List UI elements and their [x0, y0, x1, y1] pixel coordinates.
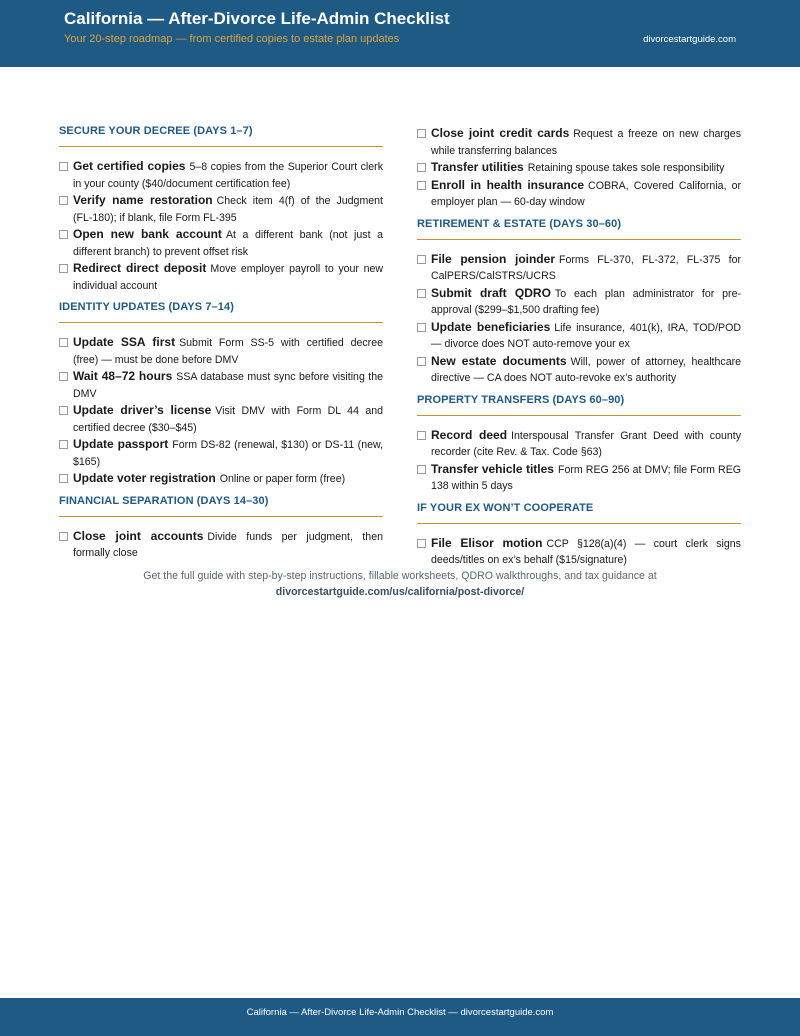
item-description: Forms FL-370, FL-372, FL-375 for CalPERS/CalSTRS/UCRS [431, 253, 741, 282]
item-title: Enroll in health insurance [431, 177, 585, 192]
section-heading: FINANCIAL SEPARATION (DAYS 14–30) [59, 495, 383, 517]
checklist-item[interactable] [59, 158, 383, 192]
item-description: Check item 4(f) of the Judgment (FL-180); if blank, file Form FL-395 [73, 195, 383, 224]
item-title: Get certified copies [73, 159, 186, 173]
footer-note-text: Get the full guide with step-by-step instructions, fillable worksheets, QDRO walkthroughs, and tax guidance at [143, 570, 657, 582]
checklist-item[interactable] [417, 319, 741, 353]
checklist-item[interactable] [59, 260, 383, 294]
checkbox[interactable] [417, 255, 426, 264]
checkbox[interactable] [59, 264, 68, 273]
checklist-item[interactable] [59, 402, 383, 436]
section-identity-updates [59, 301, 383, 488]
item-title: File pension joinder [431, 251, 555, 266]
checkbox[interactable] [59, 474, 68, 483]
checklist-item[interactable] [417, 159, 741, 177]
item-title: Update SSA first [73, 335, 176, 349]
item-description: 5–8 copies from the Superior Court clerk in your county ($40/document certification fee) [73, 161, 383, 190]
right-column [417, 125, 741, 569]
item-title: Close joint accounts [73, 528, 204, 543]
checkbox[interactable] [417, 539, 426, 548]
section-heading: PROPERTY TRANSFERS (DAYS 60–90) [417, 394, 741, 416]
checklist-item[interactable] [59, 368, 383, 402]
checkbox[interactable] [417, 357, 426, 366]
footer-note [0, 568, 800, 600]
checkbox[interactable] [59, 162, 68, 171]
checkbox[interactable] [59, 338, 68, 347]
checklist-item[interactable] [59, 436, 383, 470]
item-title: Update driver’s license [73, 403, 212, 417]
section-financial-separation [59, 495, 383, 562]
item-description: Retaining spouse takes sole responsibility [527, 162, 725, 174]
page-title: California — After-Divorce Life-Admin Checklist [64, 9, 450, 28]
item-title: Open new bank account [73, 227, 222, 241]
checkbox[interactable] [417, 129, 426, 138]
item-description: CCP §128(a)(4) — court clerk signs deeds/titles on ex’s behalf ($15/signature) [431, 537, 741, 566]
checklist-item[interactable] [417, 353, 741, 387]
item-description: Submit Form SS-5 with certified decree (free) — must be done before DMV [73, 337, 383, 366]
item-description: Online or paper form (free) [219, 473, 346, 485]
page-header [0, 0, 800, 67]
item-title: Wait 48–72 hours [73, 369, 173, 383]
item-title: Close joint credit cards [431, 126, 570, 140]
section-retirement-estate [417, 218, 741, 387]
checklist-item[interactable] [417, 177, 741, 211]
checkbox[interactable] [417, 431, 426, 440]
checklist-item[interactable] [59, 226, 383, 260]
item-description: To each plan administrator for pre-approval ($299–$1,500 drafting fee) [431, 287, 741, 316]
checkbox[interactable] [59, 196, 68, 205]
checkbox[interactable] [417, 163, 426, 172]
item-title: Record deed [431, 427, 508, 442]
checklist-item[interactable] [59, 334, 383, 368]
item-title: Update passport [73, 437, 169, 451]
section-heading: IF YOUR EX WON’T COOPERATE [417, 502, 741, 524]
item-title: Verify name restoration [73, 193, 213, 207]
item-title: Transfer utilities [431, 160, 524, 174]
checklist-item[interactable] [417, 285, 741, 319]
item-description: Life insurance, 401(k), IRA, TOD/POD — divorce does NOT auto-remove your ex [431, 321, 741, 350]
section-heading: RETIREMENT & ESTATE (DAYS 30–60) [417, 218, 741, 240]
checklist-item[interactable] [417, 427, 741, 461]
item-description: Will, power of attorney, healthcare directive — CA does NOT auto-revoke ex’s authority [431, 355, 742, 384]
checklist-item[interactable] [417, 251, 741, 285]
item-description: COBRA, Covered California, or employer plan — 60-day window [431, 179, 741, 208]
section-heading: SECURE YOUR DECREE (DAYS 1–7) [59, 125, 383, 147]
checkbox[interactable] [59, 372, 68, 381]
section-financial-continued [417, 125, 741, 211]
section-secure-decree [59, 125, 383, 294]
item-description: Visit DMV with Form DL 44 and certified decree ($30–$45) [73, 405, 384, 434]
item-title: File Elisor motion [431, 535, 543, 550]
checkbox[interactable] [59, 406, 68, 415]
section-heading: IDENTITY UPDATES (DAYS 7–14) [59, 301, 383, 323]
item-description: Form DS-82 (renewal, $130) or DS-11 (new, $165) [73, 439, 383, 468]
item-description: Request a freeze on new charges while transferring balances [431, 128, 741, 157]
item-description: Divide funds per judgment, then formally close [73, 530, 383, 559]
footer-bar [0, 998, 800, 1036]
checkbox[interactable] [59, 532, 68, 541]
section-uncooperative-ex [417, 502, 741, 569]
item-title: Transfer vehicle titles [431, 461, 554, 476]
item-description: Interspousal Transfer Grant Deed with county recorder (cite Rev. & Tax. Code §63) [431, 429, 741, 458]
checkbox[interactable] [417, 289, 426, 298]
item-description: Move employer payroll to your new individual account [73, 263, 383, 292]
checklist-item[interactable] [59, 528, 383, 562]
item-title: Update voter registration [73, 471, 216, 485]
checklist-item[interactable] [417, 461, 741, 495]
item-title: Update beneficiaries [431, 319, 551, 334]
item-description: SSA database must sync before visiting the DMV [73, 371, 384, 400]
item-description: Form REG 256 at DMV; file Form REG 138 within 5 days [431, 463, 742, 492]
checkbox[interactable] [59, 230, 68, 239]
checklist-item[interactable] [417, 125, 741, 159]
item-title: Submit draft QDRO [431, 285, 551, 300]
item-description: At a different bank (not just a different branch) to prevent offset risk [73, 229, 383, 258]
checkbox[interactable] [417, 181, 426, 190]
left-column [59, 125, 383, 562]
item-title: Redirect direct deposit [73, 261, 207, 275]
item-title: New estate documents [431, 353, 567, 368]
checkbox[interactable] [59, 440, 68, 449]
header-site-link[interactable]: divorcestartguide.com [643, 34, 736, 45]
page-subtitle: Your 20-step roadmap — from certified copies to estate plan updates [64, 33, 400, 45]
guide-link[interactable]: divorcestartguide.com/us/california/post-divorce/ [275, 586, 525, 598]
checkbox[interactable] [417, 465, 426, 474]
checklist-item[interactable] [59, 192, 383, 226]
section-property-transfers [417, 394, 741, 495]
footer-bar-text: California — After-Divorce Life-Admin Checklist — divorcestartguide.com [246, 1007, 554, 1018]
checklist-item[interactable] [59, 470, 383, 488]
checkbox[interactable] [417, 323, 426, 332]
checklist-item[interactable] [417, 535, 741, 569]
